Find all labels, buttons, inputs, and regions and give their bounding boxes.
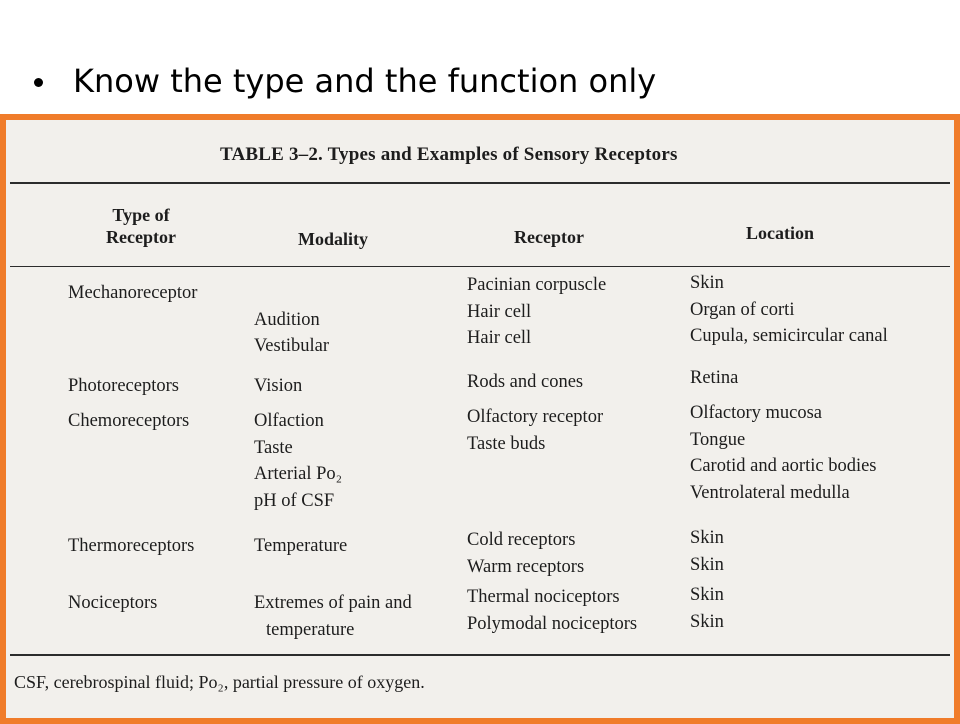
- table-bottom-rule: [10, 654, 950, 656]
- cell-modality: Audition: [254, 309, 320, 330]
- cell-type: Chemoreceptors: [68, 411, 190, 431]
- cell-location: Skin: [690, 528, 724, 548]
- scanned-table: [6, 120, 954, 718]
- cell-location: Olfactory mucosa: [690, 403, 823, 423]
- cell-location: Tongue: [690, 429, 746, 450]
- table-top-rule: [10, 182, 950, 184]
- header-type-of-receptor: [86, 204, 196, 248]
- cell-receptor: Polymodal nociceptors: [467, 613, 638, 634]
- header-location: Location: [745, 223, 814, 243]
- cell-modality: Taste: [254, 437, 293, 458]
- cell-location: Retina: [690, 368, 739, 388]
- cell-modality: Temperature: [254, 536, 348, 556]
- cell-receptor: Taste buds: [467, 433, 546, 454]
- cell-type: Nociceptors: [68, 593, 158, 613]
- cell-location: Skin: [690, 273, 724, 293]
- cell-location: Skin: [690, 554, 724, 575]
- cell-location: Organ of corti: [690, 299, 795, 320]
- cell-receptor: Rods and cones: [467, 372, 584, 392]
- header-type-line1: Type of: [112, 205, 170, 225]
- bullet-text: Know the type and the function only: [73, 62, 657, 100]
- table-header-rule: [10, 266, 950, 267]
- cell-receptor: Pacinian corpuscle: [467, 275, 607, 295]
- cell-location: Ventrolateral medulla: [690, 482, 850, 503]
- cell-modality: Vision: [254, 376, 303, 396]
- cell-receptor: Thermal nociceptors: [467, 587, 620, 607]
- header-receptor: Receptor: [514, 227, 584, 247]
- header-modality: Modality: [298, 229, 368, 249]
- cell-location: Skin: [690, 611, 724, 632]
- cell-receptor: Cold receptors: [467, 530, 576, 550]
- cell-receptor: Olfactory receptor: [467, 407, 604, 427]
- cell-receptor: Hair cell: [467, 328, 532, 348]
- cell-location: Carotid and aortic bodies: [690, 456, 877, 476]
- cell-receptor: Warm receptors: [467, 556, 585, 577]
- cell-type: Mechanoreceptor: [68, 283, 198, 303]
- cell-modality: Vestibular: [254, 336, 330, 356]
- cell-modality: Extremes of pain and: [254, 593, 412, 613]
- cell-receptor: Hair cell: [467, 301, 532, 322]
- table-title: TABLE 3–2. Types and Examples of Sensory Receptors: [220, 144, 678, 165]
- cell-location: Skin: [690, 585, 724, 605]
- cell-location: Cupula, semicircular canal: [690, 326, 888, 346]
- cell-modality: Arterial Po₂: [254, 464, 343, 484]
- cell-type: Photoreceptors: [68, 376, 179, 396]
- cell-modality: pH of CSF: [254, 490, 335, 511]
- header-type-line2: Receptor: [106, 227, 176, 247]
- bullet-point: [34, 62, 656, 100]
- cell-modality: temperature: [266, 619, 355, 640]
- table-footnote: CSF, cerebrospinal fluid; Po₂, partial pressure of oxygen.: [14, 672, 425, 692]
- table-image-frame: [0, 114, 960, 724]
- cell-modality: Olfaction: [254, 411, 324, 431]
- cell-type: Thermoreceptors: [68, 536, 195, 556]
- bullet-icon: [34, 78, 43, 87]
